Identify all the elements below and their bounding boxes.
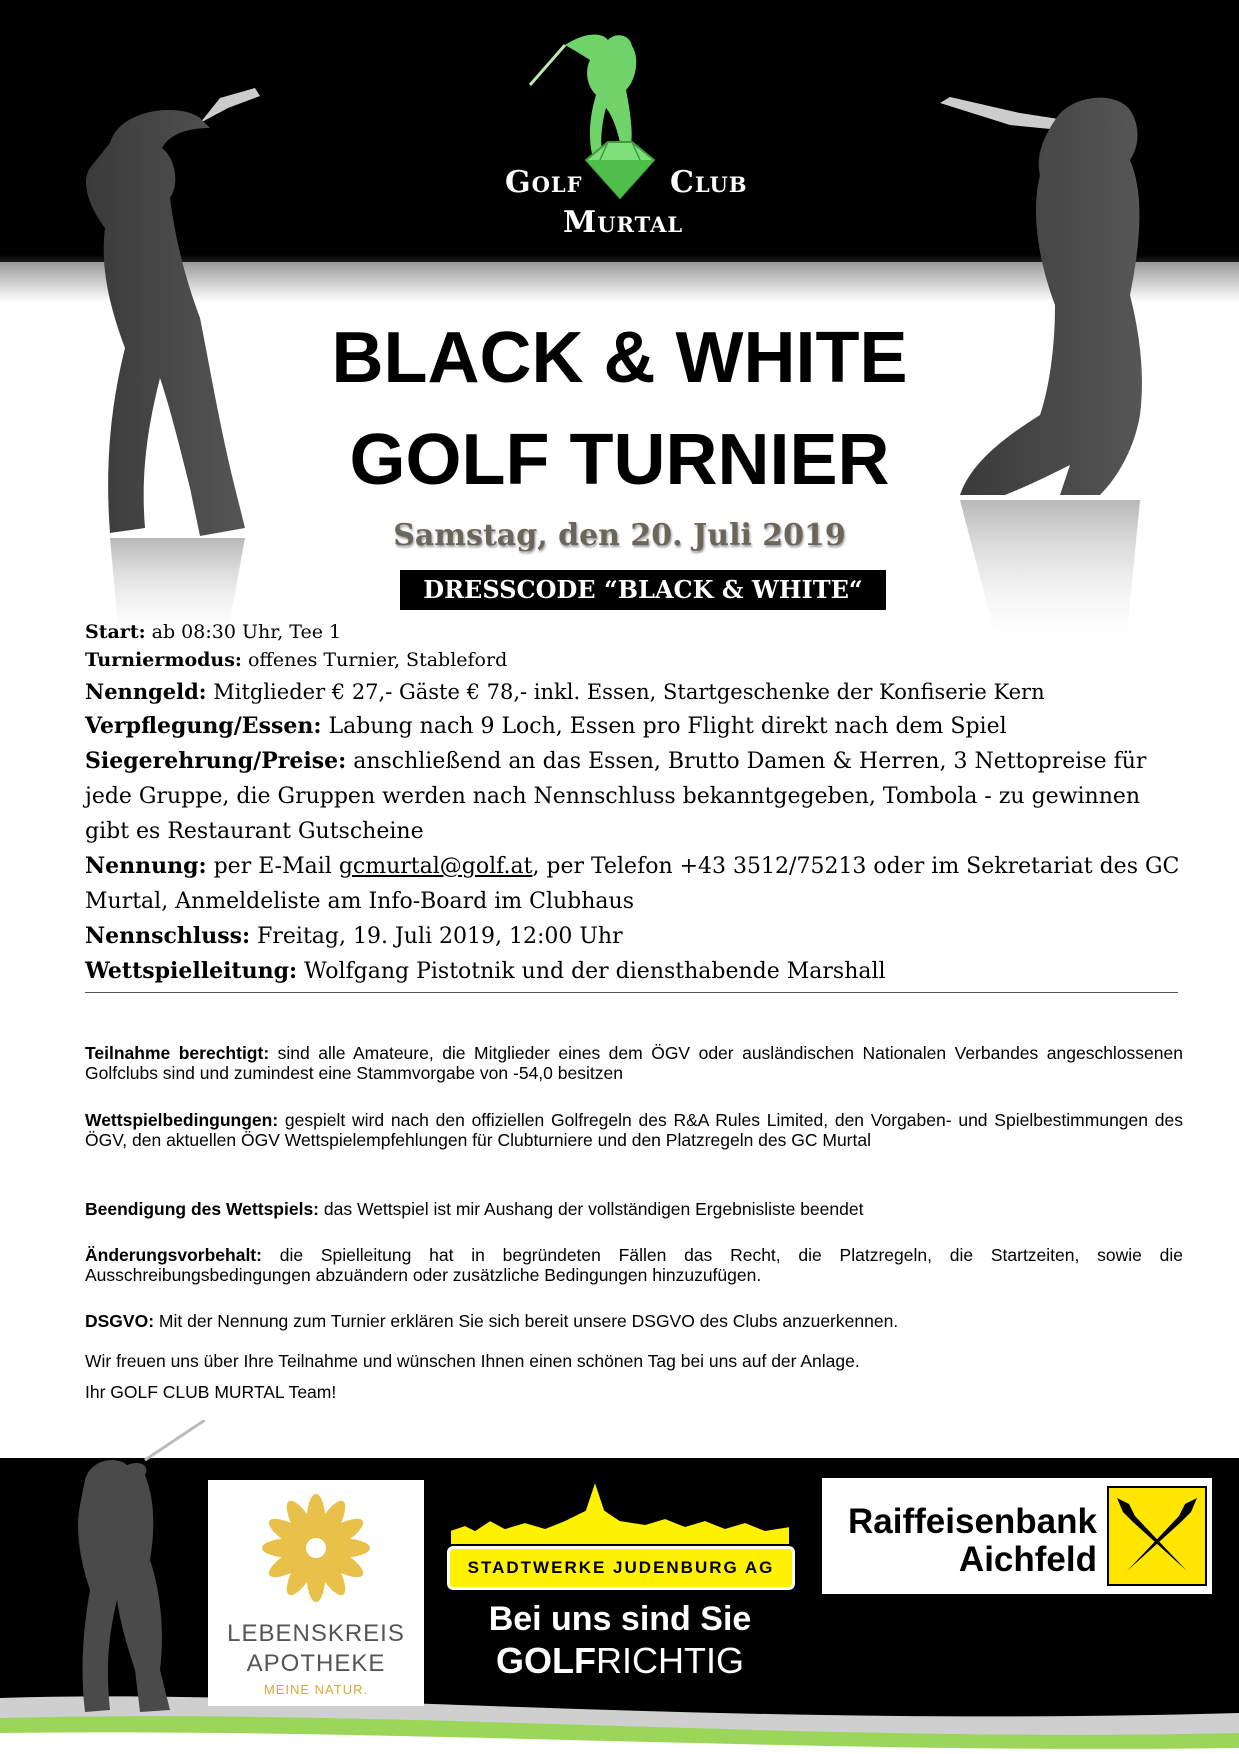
cond-aenderung-value: die Spielleitung hat in begründeten Fällen das Recht, die Platzregeln, die Startzeiten, sowie die Ausschreibungsbedingungen abzuändern oder zusätzliche Bedingungen hinzuzufügen.	[85, 1245, 1183, 1285]
detail-siegerehrung	[85, 744, 1185, 849]
footer-golfer-silhouette	[55, 1420, 205, 1720]
detail-verpflegung-value: Labung nach 9 Loch, Essen pro Flight direkt nach dem Spiel	[321, 714, 1007, 739]
apotheke-line3: MEINE NATUR.	[263, 1682, 369, 1697]
detail-nenngeld-value: Mitglieder € 27,- Gäste € 78,- inkl. Essen, Startgeschenke der Konfiserie Kern	[206, 680, 1045, 704]
cond-bedingungen-value: gespielt wird nach den offiziellen Golfregeln des R&A Rules Limited, den Vorgaben- und Spielbestimmungen des ÖGV, den aktuellen ÖGV Wettspielempfehlungen für Clubturniere und den Platzregeln des GC Murtal	[85, 1110, 1183, 1150]
cond-aenderung	[85, 1245, 1183, 1285]
cond-teilnahme-label: Teilnahme berechtigt:	[85, 1043, 270, 1063]
cond-teilnahme-value: sind alle Amateure, die Mitglieder eines dem ÖGV oder ausländischen Nationalen Verbandes angeschlossenen Golfclubs sind und zumindest eine Stammvorgabe von -54,0 besitzen	[85, 1043, 1183, 1083]
cond-dsgvo	[85, 1311, 1183, 1331]
detail-nennung-post: , per Telefon +43 3512/75213 oder im Sekretariat des GC Murtal, Anmeldeliste am Info-Board im Clubhaus	[85, 854, 1180, 914]
cond-beendigung	[85, 1199, 1183, 1219]
detail-leitung-label: Wettspielleitung:	[85, 958, 298, 984]
cond-bedingungen	[85, 1110, 1183, 1150]
closing-text: Wir freuen uns über Ihre Teilnahme und wünschen Ihnen einen schönen Tag bei uns auf der Anlage.	[85, 1351, 860, 1371]
detail-leitung-value: Wolfgang Pistotnik und der diensthabende Marshall	[297, 959, 886, 984]
detail-nenngeld-label: Nenngeld:	[85, 679, 207, 704]
detail-leitung	[85, 954, 1185, 989]
cond-beendigung-label: Beendigung des Wettspiels:	[85, 1199, 320, 1219]
detail-modus	[85, 646, 1185, 674]
page-title-line2: GOLF TURNIER	[349, 420, 890, 500]
dresscode-badge: DRESSCODE “BLACK & WHITE“	[400, 570, 886, 610]
detail-start	[85, 618, 1185, 646]
cond-bedingungen-label: Wettspielbedingungen:	[85, 1110, 279, 1130]
stadtwerke-slogan2-bold: GOLF	[496, 1640, 596, 1681]
cond-aenderung-label: Änderungsvorbehalt:	[85, 1245, 262, 1265]
detail-verpflegung	[85, 709, 1185, 744]
detail-nennschluss-label: Nennschluss:	[85, 923, 251, 949]
stadtwerke-slogan2	[445, 1640, 795, 1682]
apotheke-line1: LEBENSKREIS	[227, 1620, 405, 1647]
detail-siegerehrung-label: Siegerehrung/Preise:	[85, 748, 347, 774]
stadtwerke-slogan1: Bei uns sind Sie	[488, 1600, 752, 1638]
logo-text-golf: Golf	[505, 165, 583, 200]
raiffeisen-gable-cross-icon	[1107, 1486, 1207, 1586]
golf-club-murtal-logo	[490, 30, 770, 245]
logo-text-murtal: Murtal	[563, 205, 684, 240]
detail-modus-value: offenes Turnier, Stableford	[241, 649, 508, 671]
signature-text: Ihr GOLF CLUB MURTAL Team!	[85, 1382, 337, 1402]
detail-nennschluss	[85, 919, 1185, 954]
detail-verpflegung-label: Verpflegung/Essen:	[85, 713, 322, 739]
detail-nennung-pre: per E-Mail	[206, 854, 339, 879]
town-skyline-icon	[445, 1480, 795, 1550]
raiffeisen-line1: Raiffeisenbank	[848, 1502, 1097, 1541]
cond-dsgvo-value: Mit der Nennung zum Turnier erklären Sie sich bereit unsere DSGVO des Clubs anzuerkennen.	[154, 1311, 899, 1331]
page-title-line1: BLACK & WHITE	[331, 318, 908, 398]
cond-teilnahme	[85, 1043, 1183, 1083]
divider-line	[85, 992, 1178, 993]
event-date: Samstag, den 20. Juli 2019	[393, 518, 846, 553]
detail-start-label: Start:	[85, 621, 146, 643]
detail-start-value: ab 08:30 Uhr, Tee 1	[145, 621, 342, 643]
apotheke-line2: APOTHEKE	[246, 1650, 386, 1677]
detail-nennung-label: Nennung:	[85, 853, 207, 879]
sponsor-stadtwerke-logo	[445, 1480, 795, 1710]
cond-beendigung-value: das Wettspiel ist mir Aushang der vollständigen Ergebnisliste beendet	[319, 1199, 864, 1219]
detail-modus-label: Turniermodus:	[85, 649, 242, 671]
sponsor-raiffeisen-logo	[822, 1478, 1212, 1594]
logo-text-club: Club	[670, 165, 748, 200]
detail-nennschluss-value: Freitag, 19. Juli 2019, 12:00 Uhr	[250, 924, 623, 949]
detail-nenngeld	[85, 674, 1185, 710]
stadtwerke-slogan2-light: RICHTIG	[595, 1640, 744, 1681]
sponsor-apotheke-logo	[208, 1480, 424, 1706]
email-link[interactable]: gcmurtal@golf.at	[338, 854, 533, 879]
stadtwerke-banner: STADTWERKE JUDENBURG AG	[447, 1546, 795, 1590]
cond-dsgvo-label: DSGVO:	[85, 1311, 155, 1331]
raiffeisen-line2: Aichfeld	[958, 1540, 1097, 1579]
detail-siegerehrung-value: anschließend an das Essen, Brutto Damen & Herren, 3 Nettopreise für jede Gruppe, die Gruppen werden nach Nennschluss bekanntgegeben, Tombola - zu gewinnen gibt es Restaurant Gutscheine	[85, 749, 1147, 844]
flower-icon	[208, 1480, 424, 1610]
detail-nennung	[85, 849, 1185, 919]
